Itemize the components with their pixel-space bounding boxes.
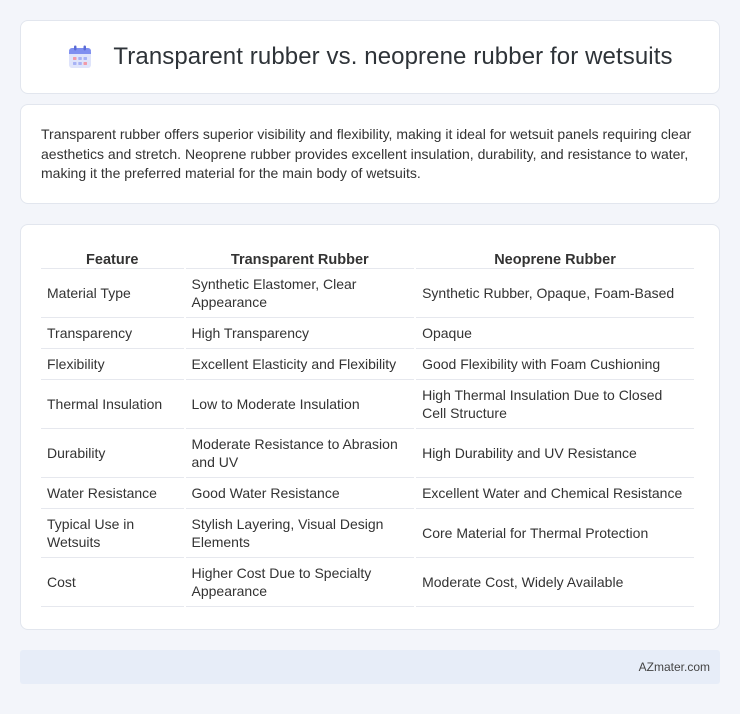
table-cell: Flexibility [41,349,184,380]
table-cell: Good Water Resistance [186,478,415,509]
table-cell: Excellent Water and Chemical Resistance [416,478,694,509]
table-row [41,558,694,607]
table-cell: High Transparency [186,318,415,349]
table-cell: High Thermal Insulation Due to Closed Cell Structure [416,380,694,429]
table-cell: Synthetic Elastomer, Clear Appearance [186,269,415,318]
table-cell: Moderate Resistance to Abrasion and UV [186,429,415,478]
table-cell: Typical Use in Wetsuits [41,509,184,558]
table-cell: Low to Moderate Insulation [186,380,415,429]
table-row [41,478,694,509]
table-cell: Higher Cost Due to Specialty Appearance [186,558,415,607]
column-header-feature: Feature [41,245,184,269]
table-cell: Good Flexibility with Foam Cushioning [416,349,694,380]
table-cell: Moderate Cost, Widely Available [416,558,694,607]
table-cell: Durability [41,429,184,478]
table-cell: Opaque [416,318,694,349]
table-cell: Core Material for Thermal Protection [416,509,694,558]
page-title: Transparent rubber vs. neoprene rubber for wetsuits [113,43,673,70]
calendar-icon [67,44,93,70]
footer-bar [20,650,720,684]
table-cell: Cost [41,558,184,607]
table-row [41,380,694,429]
table-cell: Water Resistance [41,478,184,509]
table-cell: Material Type [41,269,184,318]
table-cell: Excellent Elasticity and Flexibility [186,349,415,380]
footer-brand: AZmater.com [638,660,710,674]
summary-text: Transparent rubber offers superior visibility and flexibility, making it ideal for wetsuit panels requiring clear aesthetics and stretch. Neoprene rubber provides excellent insulation, durability, and resistance to water, making it the preferred material for the main body of wetsuits. [41,126,692,181]
table-row [41,349,694,380]
comparison-table [39,245,696,607]
column-header-neoprene-rubber: Neoprene Rubber [416,245,694,269]
table-cell: High Durability and UV Resistance [416,429,694,478]
title-card [20,20,720,94]
table-row [41,318,694,349]
table-header-row [41,245,694,269]
table-cell: Stylish Layering, Visual Design Elements [186,509,415,558]
table-cell: Synthetic Rubber, Opaque, Foam-Based [416,269,694,318]
table-row [41,509,694,558]
table-cell: Transparency [41,318,184,349]
column-header-transparent-rubber: Transparent Rubber [186,245,415,269]
comparison-table-card [20,224,720,630]
summary-card [20,104,720,204]
table-row [41,269,694,318]
table-row [41,429,694,478]
table-cell: Thermal Insulation [41,380,184,429]
